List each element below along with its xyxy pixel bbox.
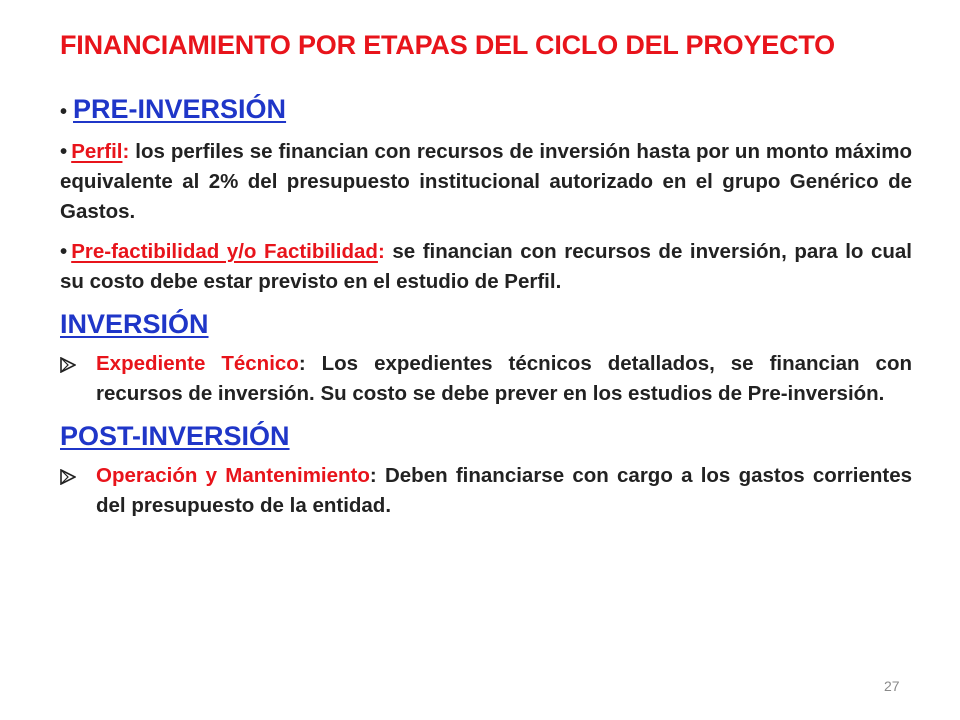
perfil-paragraph — [60, 137, 912, 227]
expediente-separator: : — [298, 352, 306, 375]
operacion-text: Deben financiarse con cargo a los gastos corrientes del presupuesto de la entidad. — [96, 464, 912, 517]
operacion-separator: : — [369, 464, 377, 487]
postinversion-heading: POST-INVERSIÓN — [60, 421, 290, 451]
preinversion-heading-row — [60, 92, 912, 129]
bullet-dot-icon: • — [60, 101, 68, 123]
operacion-label: Operación y Mantenimiento — [96, 464, 370, 487]
prefactibilidad-label: Pre-factibilidad y/o Factibilidad — [71, 240, 378, 263]
prefactibilidad-separator: : — [377, 240, 385, 263]
slide-content — [60, 92, 912, 531]
expediente-paragraph — [96, 349, 912, 409]
perfil-separator: : — [122, 140, 130, 163]
prefactibilidad-text: se financian con recursos de inversión, para lo cual su costo debe estar previsto en el estudio de Perfil. — [60, 240, 913, 293]
slide-title: FINANCIAMIENTO POR ETAPAS DEL CICLO DEL PROYECTO — [60, 30, 835, 60]
perfil-label: Perfil — [71, 140, 123, 163]
perfil-text: los perfiles se financian con recursos de inversión hasta por un monto máximo equivalente al 2% del presupuesto institucional autorizado en el grupo Genérico de Gastos. — [60, 140, 912, 223]
preinversion-heading: PRE-INVERSIÓN — [73, 94, 287, 124]
arrow-bullet-icon — [60, 349, 96, 373]
page-number: 27 — [884, 678, 900, 694]
operacion-paragraph — [96, 461, 912, 521]
prefactibilidad-paragraph — [60, 237, 912, 297]
arrow-bullet-icon — [60, 461, 96, 485]
expediente-text: Los expedientes técnicos detallados, se financian con recursos de inversión. Su costo se debe prever en los estudios de Pre-inversión. — [96, 352, 912, 405]
expediente-label: Expediente Técnico — [96, 352, 299, 375]
bullet-dot-icon: • — [60, 240, 68, 263]
bullet-dot-icon: • — [60, 140, 68, 163]
operacion-item — [60, 461, 912, 521]
inversion-heading: INVERSIÓN — [60, 309, 209, 339]
expediente-item — [60, 349, 912, 409]
